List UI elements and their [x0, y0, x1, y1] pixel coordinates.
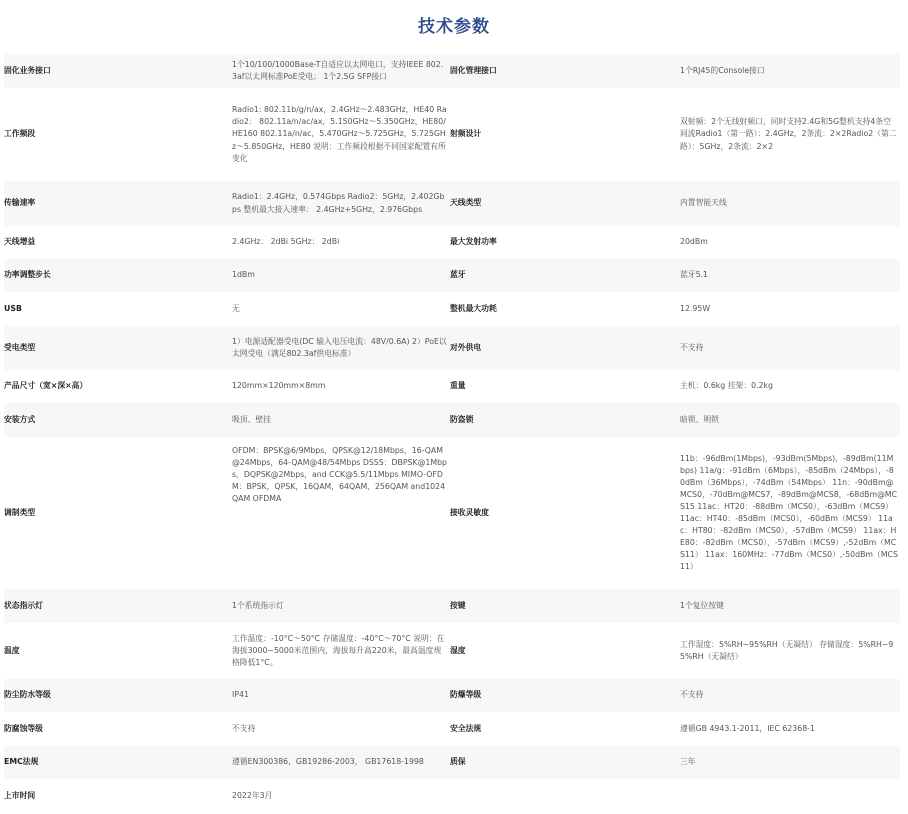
table-row: [4, 88, 900, 181]
spec-label: 按键: [450, 589, 680, 623]
spec-label: 安全法规: [450, 712, 680, 746]
spec-label: 防盗锁: [450, 403, 680, 437]
spec-label: 状态指示灯: [4, 589, 232, 623]
spec-label: 天线增益: [4, 226, 232, 259]
spec-label: 功率调整步长: [4, 259, 232, 292]
spec-value: Radio1: 802.11b/g/n/ax，2.4GHz～2.483GHz，HE40 Radio2： 802.11a/n/ac/ax，5.150GHz～5.350GHz，HE80/HE160 802.11a/n/ac，5.470GHz～5.725GHz，5.725GHz～5.850GHz，HE80 说明：工作频段根据不同国家配置有所变化: [232, 88, 450, 181]
spec-value: 不支持: [680, 326, 900, 370]
table-row: [4, 259, 900, 292]
spec-value: 内置智能天线: [680, 181, 900, 226]
spec-value: Radio1：2.4GHz，0.574Gbps Radio2：5GHz，2.402Gbps 整机最大接入速率： 2.4GHz+5GHz，2.976Gbps: [232, 181, 450, 226]
page-title: 技术参数: [418, 17, 490, 37]
spec-value: 12.95W: [680, 292, 900, 326]
spec-label: 上市时间: [4, 779, 232, 813]
table-row: [4, 746, 900, 779]
table-row: [4, 779, 900, 813]
spec-label: [450, 779, 680, 813]
spec-label: 质保: [450, 746, 680, 779]
table-row: [4, 370, 900, 403]
table-row: [4, 589, 900, 623]
spec-label: 固化管理接口: [450, 54, 680, 88]
spec-label: 防爆等级: [450, 679, 680, 712]
table-row: [4, 181, 900, 226]
spec-value: 1dBm: [232, 259, 450, 292]
spec-value: 吸顶、壁挂: [232, 403, 450, 437]
spec-label: 传输速率: [4, 181, 232, 226]
spec-value: 工作湿度：5%RH~95%RH（无凝结） 存储湿度：5%RH~95%RH（无凝结）: [680, 623, 900, 679]
spec-label: 受电类型: [4, 326, 232, 370]
table-row: [4, 712, 900, 746]
spec-value: 11b：-96dBm(1Mbps)，-93dBm(5Mbps)，-89dBm(11Mbps) 11a/g：-91dBm（6Mbps），-85dBm（24Mbps），-80dBm（36Mbps），-74dBm（54Mbps） 11n：-90dBm@MCS0，-70dBm@MCS7，-89dBm@MCS8，-68dBm@MCS15 11ac：HT20：-88dBm（MCS0），-63dBm（MCS9） 11ac：HT40：-85dBm（MCS0），-60dBm（MCS9） 11ac：HT80：-82dBm（MCS0），-57dBm（MCS9） 11ax：HE80：-82dBm（MCS0），-57dBm（MCS9）,-52dBm（MCS11） 11ax：160MHz：-77dBm（MCS0）,-50dBm（MCS11）: [680, 437, 900, 589]
spec-label: 最大发射功率: [450, 226, 680, 259]
spec-label: 温度: [4, 623, 232, 679]
spec-label: 工作频段: [4, 88, 232, 181]
spec-label: 安装方式: [4, 403, 232, 437]
spec-value: 双射频：2个无线射频口，同时支持2.4G和5G整机支持4条空间流Radio1（第一路）：2.4GHz，2条流：2×2Radio2（第二路）：5GHz，2条流：2×2: [680, 88, 900, 181]
spec-label: 整机最大功耗: [450, 292, 680, 326]
spec-label: 调制类型: [4, 437, 232, 589]
spec-label: 固化业务接口: [4, 54, 232, 88]
table-row: [4, 54, 900, 88]
spec-label: EMC法规: [4, 746, 232, 779]
spec-label: USB: [4, 292, 232, 326]
spec-value: 无: [232, 292, 450, 326]
spec-value: 不支持: [680, 679, 900, 712]
spec-label: 对外供电: [450, 326, 680, 370]
table-row: [4, 403, 900, 437]
spec-value: 1个RJ45的Console接口: [680, 54, 900, 88]
table-row: [4, 623, 900, 679]
spec-value: 遵循EN300386，GB19286-2003， GB17618-1998: [232, 746, 450, 779]
spec-value: 1）电源适配器受电(DC 输入电压电流：48V/0.6A) 2）PoE以太网受电（满足802.3af供电标准）: [232, 326, 450, 370]
spec-value: 120mm×120mm×8mm: [232, 370, 450, 403]
spec-value: 20dBm: [680, 226, 900, 259]
spec-value: 主机：0.6kg 挂架：0.2kg: [680, 370, 900, 403]
spec-value: 1个系统指示灯: [232, 589, 450, 623]
spec-value: 2022年3月: [232, 779, 450, 813]
table-row: [4, 292, 900, 326]
spec-label: 射频设计: [450, 88, 680, 181]
spec-label: 防腐蚀等级: [4, 712, 232, 746]
spec-label: 天线类型: [450, 181, 680, 226]
spec-value: 不支持: [232, 712, 450, 746]
spec-value: 工作温度：-10°C～50°C 存储温度：-40°C～70°C 说明：在海拔3000~5000米范围内，海拔每升高220米，最高温度规格降低1°C。: [232, 623, 450, 679]
spec-value: 2.4GHz： 2dBi 5GHz： 2dBi: [232, 226, 450, 259]
spec-value: 蓝牙5.1: [680, 259, 900, 292]
table-row: [4, 437, 900, 589]
spec-value: [680, 779, 900, 813]
spec-value: 三年: [680, 746, 900, 779]
spec-label: 接收灵敏度: [450, 437, 680, 589]
spec-label: 防尘防水等级: [4, 679, 232, 712]
table-row: [4, 326, 900, 370]
spec-value: 1个复位按键: [680, 589, 900, 623]
spec-value: 1个10/100/1000Base-T自适应以太网电口，支持IEEE 802.3af以太网标准PoE受电； 1个2.5G SFP接口: [232, 54, 450, 88]
spec-value: OFDM：BPSK@6/9Mbps，QPSK@12/18Mbps，16-QAM@24Mbps，64-QAM@48/54Mbps DSSS：DBPSK@1Mbps，DQPSK@2Mbps，and CCK@5.5/11Mbps MIMO-OFDM：BPSK，QPSK，16QAM，64QAM，256QAM and1024QAM OFDMA: [232, 437, 450, 589]
spec-value: 遵循GB 4943.1-2011，IEC 62368-1: [680, 712, 900, 746]
spec-label: 蓝牙: [450, 259, 680, 292]
table-row: [4, 226, 900, 259]
spec-label: 湿度: [450, 623, 680, 679]
table-row: [4, 679, 900, 712]
spec-table: [4, 54, 900, 813]
spec-value: IP41: [232, 679, 450, 712]
spec-label: 产品尺寸（宽×深×高）: [4, 370, 232, 403]
spec-value: 暗锁、明锁: [680, 403, 900, 437]
spec-label: 重量: [450, 370, 680, 403]
